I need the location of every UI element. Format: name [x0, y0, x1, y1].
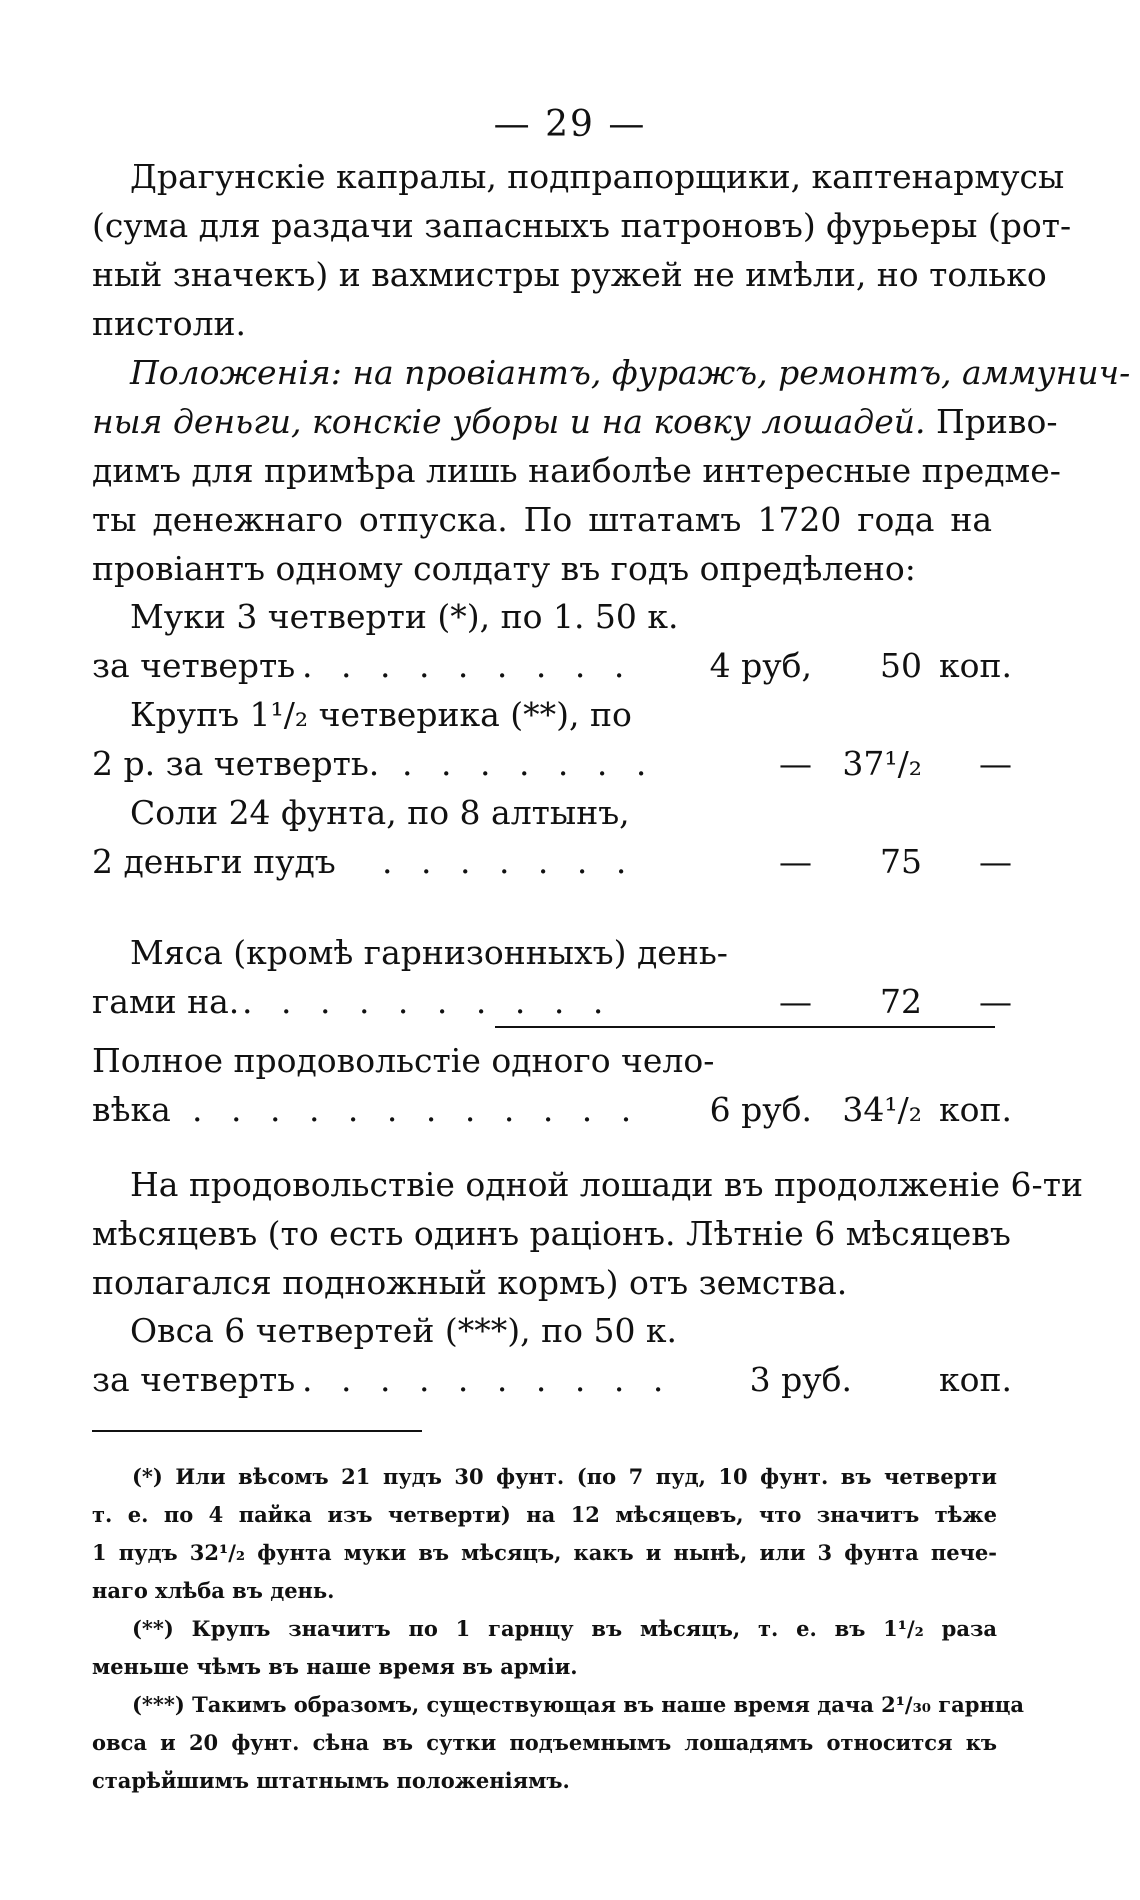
sum-rule [495, 1026, 995, 1028]
item-description: Крупъ 1¹/₂ четверика (**), по [130, 695, 632, 734]
text-line: (сума для раздачи запасныхъ патроновъ) фурьеры (рот- [92, 206, 1072, 245]
amount-kopecks: 50 [880, 646, 922, 685]
amount-unit: — [979, 744, 1012, 783]
total-description-cont: вѣка [92, 1090, 171, 1129]
text-continued: Приво- [936, 402, 1058, 441]
footnote-line: (*) Или вѣсомъ 21 пудъ 30 фунт. (по 7 пуд, 10 фунт. въ четверти [132, 1464, 997, 1489]
item-description-cont: гами на. [92, 982, 240, 1021]
page-number: — 29 — [493, 104, 647, 145]
ledger-item-meat [92, 928, 1012, 1026]
footnote-line: меньше чѣмъ въ наше время въ арміи. [92, 1654, 578, 1679]
italic-heading-line: Положенія: на провіантъ, фуражъ, ремонтъ, аммунич- [130, 353, 1131, 392]
footnote-line: наго хлѣба въ день. [92, 1578, 335, 1603]
text-line: полагался подножный кормъ) отъ земства. [92, 1263, 848, 1302]
total-amount-row [92, 1085, 1012, 1134]
footnote-1 [92, 1458, 997, 1610]
item-amount-row [92, 739, 1012, 788]
paragraph-horse-ration [92, 1160, 1083, 1307]
footnote-line: овса и 20 фунт. сѣна въ сутки подъемнымъ лошадямъ относится къ [92, 1730, 997, 1755]
item-description-cont: за четверть [92, 1360, 296, 1399]
amount-unit: коп. [939, 646, 1012, 685]
amount-rubles: — [779, 982, 812, 1021]
footnote-line: (***) Такимъ образомъ, существующая въ наше время дача 2¹/₃₀ гарнца [132, 1692, 1024, 1717]
text-line: ты денежнаго отпуска. По штатамъ 1720 года на [92, 500, 992, 539]
item-description: Мяса (кромѣ гарнизонныхъ) день- [130, 933, 728, 972]
total-description: Полное продовольстіе одного чело- [92, 1041, 715, 1080]
total-unit: коп. [939, 1090, 1012, 1129]
item-amount-row [92, 837, 1012, 886]
leader-dots: . . . . . . . . . . [302, 1360, 673, 1399]
item-amount-row [92, 1355, 1012, 1404]
amount-rubles: — [779, 842, 812, 881]
item-description-cont: за четверть [92, 646, 296, 685]
footnote-3 [92, 1686, 1024, 1800]
item-description: Овса 6 четвертей (***), по 50 к. [130, 1311, 678, 1350]
footnote-line: т. е. по 4 пайка изъ четверти) на 12 мѣсяцевъ, что значитъ тѣже [92, 1502, 997, 1527]
item-amount-row [92, 977, 1012, 1026]
text-line: димъ для примѣра лишь наиболѣе интересные предме- [92, 451, 1061, 490]
amount-rubles: 3 руб. [749, 1360, 852, 1399]
footnotes [92, 1458, 1024, 1800]
text-line: Драгунскіе капралы, подпрапорщики, каптенармусы [130, 157, 1065, 196]
item-description-cont: 2 деньги пудъ [92, 842, 336, 881]
amount-unit: коп. [939, 1360, 1012, 1399]
ledger-item-groats [92, 690, 1012, 788]
leader-dots: . . . . . . . [382, 842, 636, 881]
footnote-line: 1 пудъ 32¹/₂ фунта муки въ мѣсяцъ, какъ и нынѣ, или 3 фунта пече- [92, 1540, 997, 1565]
amount-kopecks: 37¹/₂ [842, 744, 922, 783]
footnote-rule [92, 1430, 422, 1432]
text-line: провіантъ одному солдату въ годъ опредѣлено: [92, 549, 916, 588]
text-line [92, 397, 1058, 446]
ledger-item-salt [92, 788, 1012, 886]
text-line: мѣсяцевъ (то есть одинъ раціонъ. Лѣтніе 6 мѣсяцевъ [92, 1214, 1011, 1253]
amount-unit: — [979, 842, 1012, 881]
footnote-line: (**) Крупъ значитъ по 1 гарнцу въ мѣсяцъ, т. е. въ 1¹/₂ раза [132, 1616, 997, 1641]
text-line: пистоли. [92, 304, 247, 343]
amount-rubles: 4 руб, [709, 646, 812, 685]
leader-dots: . . . . . . . . . . . . [192, 1090, 641, 1129]
item-description-cont: 2 р. за четверть. [92, 744, 380, 783]
leader-dots: . . . . . . . [402, 744, 656, 783]
paragraph-dragoons [92, 152, 1072, 348]
ledger-item-flour [92, 592, 1012, 690]
amount-kopecks: 75 [880, 842, 922, 881]
footnote-line: старѣйшимъ штатнымъ положеніямъ. [92, 1768, 570, 1793]
amount-kopecks: 72 [880, 982, 922, 1021]
leader-dots: . . . . . . . . . . [242, 982, 613, 1021]
paragraph-allowances [92, 348, 1131, 593]
item-amount-row [92, 641, 1012, 690]
total-kopecks: 34¹/₂ [842, 1090, 922, 1129]
leader-dots: . . . . . . . . . [302, 646, 634, 685]
text-line: На продовольствіе одной лошади въ продолженіе 6-ти [130, 1165, 1083, 1204]
item-description: Соли 24 фунта, по 8 алтынъ, [130, 793, 630, 832]
amount-unit: — [979, 982, 1012, 1021]
item-description: Муки 3 четверти (*), по 1. 50 к. [130, 597, 679, 636]
footnote-2 [92, 1610, 997, 1686]
italic-heading-continued: ныя деньги, конскіе уборы и на ковку лошадей. [92, 402, 926, 441]
total-rubles: 6 руб. [709, 1090, 812, 1129]
text-line: ный значекъ) и вахмистры ружей не имѣли, но только [92, 255, 1047, 294]
ledger-total [92, 1036, 1012, 1134]
amount-rubles: — [779, 744, 812, 783]
ledger-item-oats [92, 1306, 1012, 1404]
